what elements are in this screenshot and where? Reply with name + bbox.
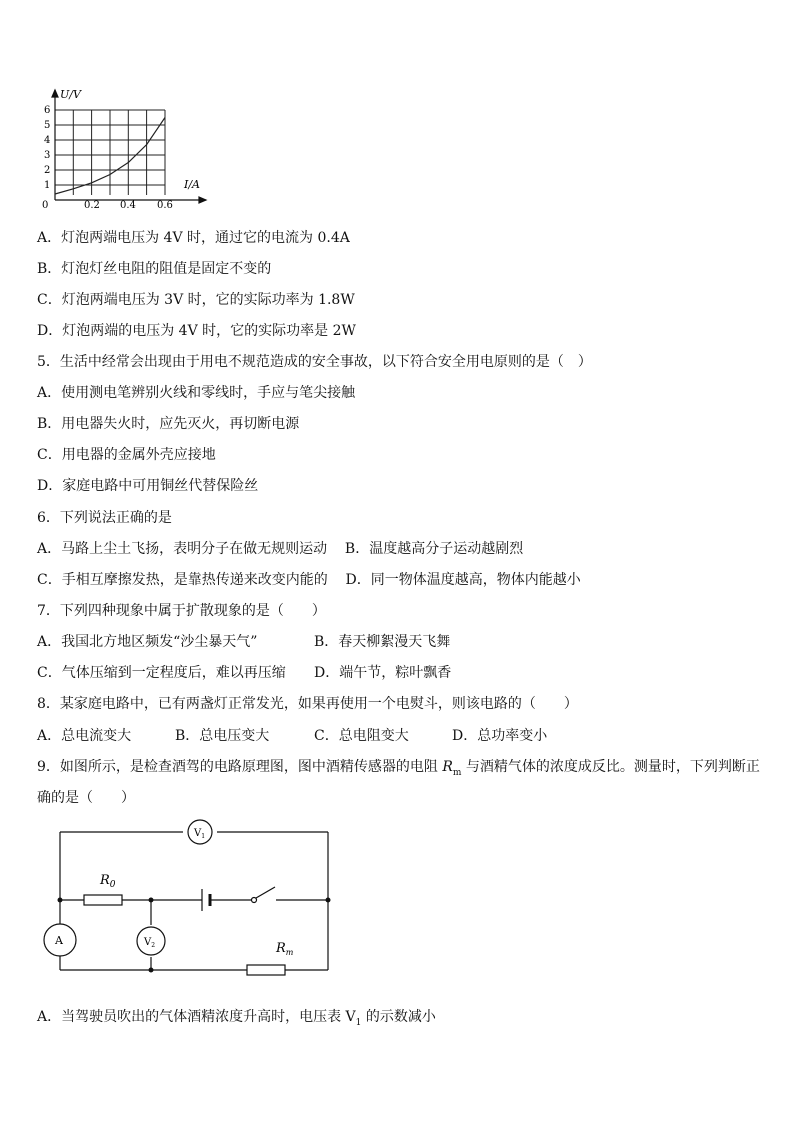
q9-option-a-post: 的示数减小	[361, 1009, 436, 1025]
q9-stem-sub: m	[452, 767, 462, 778]
q7-stem: 7．下列四种现象中属于扩散现象的是（ ）	[37, 603, 326, 619]
y-tick-label: 6	[44, 105, 51, 116]
q7-option-b: B．春天柳絮漫天飞舞	[314, 634, 451, 650]
q9-option-a	[37, 1007, 436, 1033]
q6-option-d: D．同一物体温度越高，物体内能越小	[345, 572, 581, 588]
q6-stem: 6．下列说法正确的是	[37, 510, 172, 526]
q9-option-a-pre: A．当驾驶员吹出的气体酒精浓度升高时，电压表 V	[37, 1009, 356, 1025]
u-i-graph	[36, 82, 216, 212]
y-tick-label: 2	[44, 165, 51, 176]
x-tick-label: 0.4	[120, 200, 136, 211]
q9-stem-post: 与酒精气体的浓度成反比。测量时，下列判断正	[461, 759, 760, 775]
y-tick-label: 4	[44, 135, 51, 146]
q5-option-a: A．使用测电笔辨别火线和零线时，手应与笔尖接触	[37, 385, 356, 401]
q8-option-d: D．总功率变小	[452, 728, 548, 744]
switch	[252, 887, 276, 903]
circuit-diagram	[40, 818, 340, 983]
ammeter	[44, 924, 76, 956]
q8-option-a: A．总电流变大	[37, 728, 132, 744]
q7-option-d: D．端午节，粽叶飘香	[314, 665, 452, 681]
y-tick-label: 5	[44, 120, 51, 131]
origin-label: 0	[42, 200, 49, 211]
y-tick-label: 1	[44, 180, 51, 191]
graph-grid	[55, 110, 165, 195]
x-axis-label: I/A	[184, 178, 200, 191]
q6-option-b: B．温度越高分子运动越剧烈	[344, 541, 524, 557]
voltmeter-v2	[137, 927, 165, 955]
ammeter-label: A	[55, 934, 63, 947]
q9-stem-line-2: 确的是（ ）	[37, 790, 135, 806]
resistor-r0	[84, 873, 122, 905]
q4-option-c: C．灯泡两端电压为 3V 时，它的实际功率为 1.8W	[37, 292, 355, 308]
q8-stem: 8．某家庭电路中，已有两盏灯正常发光，如果再使用一个电熨斗，则该电路的（ ）	[37, 696, 578, 712]
rm-label: $R_m$	[276, 941, 294, 957]
q6-option-a: A．马路上尘土飞扬，表明分子在做无规则运动	[37, 541, 328, 557]
v2-label: $V_2$	[144, 937, 156, 949]
x-tick-label: 0.6	[157, 200, 173, 211]
graph-axes	[52, 90, 206, 203]
q9-stem-var: R	[442, 759, 453, 775]
q4-option-a: A．灯泡两端电压为 4V 时，通过它的电流为 0.4A	[37, 230, 350, 246]
q5-stem: 5．生活中经常会出现由于用电不规范造成的安全事故，以下符合安全用电原则的是（ ）	[37, 354, 592, 370]
q6-options-row-2	[37, 570, 581, 590]
junction-dots	[58, 898, 331, 973]
v1-label: $V_1$	[194, 828, 206, 840]
q8-option-b: B．总电压变大	[175, 728, 270, 744]
y-tick-label: 3	[44, 150, 51, 161]
q5-option-b: B．用电器失火时，应先灭火，再切断电源	[37, 416, 300, 432]
r0-label: $R_0$	[100, 873, 116, 890]
y-axis-label: U/V	[60, 88, 81, 101]
q5-option-c: C．用电器的金属外壳应接地	[37, 447, 216, 463]
q6-option-c: C．手相互摩擦发热，是靠热传递来改变内能的	[37, 572, 328, 588]
battery	[202, 889, 210, 911]
x-tick-label: 0.2	[84, 200, 100, 211]
q9-option-a-sub: 1	[355, 1017, 362, 1028]
q4-option-b: B．灯泡灯丝电阻的阻值是固定不变的	[37, 261, 272, 277]
q7-option-c: C．气体压缩到一定程度后，难以再压缩	[37, 665, 286, 681]
q4-option-d: D．灯泡两端的电压为 4V 时，它的实际功率是 2W	[37, 323, 356, 339]
q6-options-row-1	[37, 539, 523, 559]
q8-option-c: C．总电阻变大	[314, 728, 409, 744]
voltmeter-v1	[188, 820, 212, 844]
q9-stem-line-1	[37, 757, 760, 783]
q9-stem-pre: 9．如图所示，是检查酒驾的电路原理图，图中酒精传感器的电阻	[37, 759, 443, 775]
q5-option-d: D．家庭电路中可用铜丝代替保险丝	[37, 478, 259, 494]
q7-option-a: A．我国北方地区频发“沙尘暴天气”	[37, 634, 258, 650]
